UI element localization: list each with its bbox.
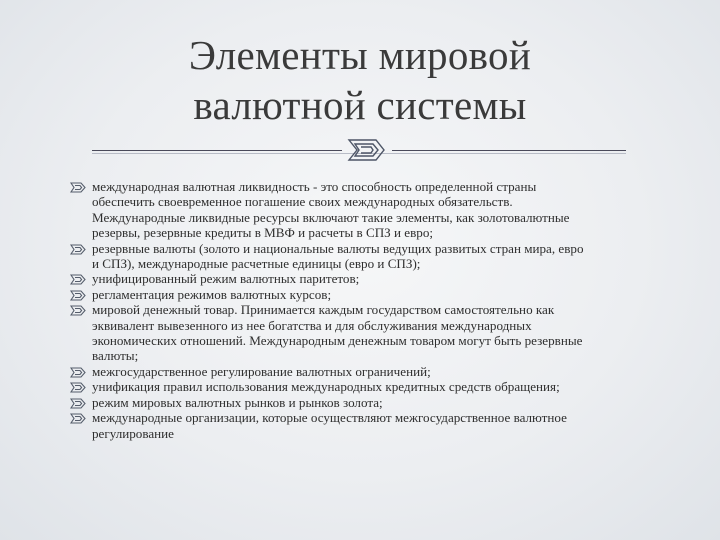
list-item-line: регламентация режимов валютных курсов; [92,286,332,302]
list-item-line: обеспечить своевременное погашение своих международных обязательств. [92,194,513,210]
ribbon-bullet-icon [70,273,86,284]
ribbon-bullet-icon [70,412,86,423]
list-item-line: режим мировых валютных рынков и рынков золота; [92,394,383,410]
list-item-line: Международные ликвидные ресурсы включают такие элементы, как золотовалютные [92,209,570,225]
list-item-line: регулирование [92,425,174,441]
list-item [70,302,670,364]
ribbon-bullet-icon [70,181,86,192]
bullet-list [70,179,670,441]
list-item [70,379,670,394]
ribbon-ornament-icon [346,136,388,164]
list-item-line: эквивалент вывезенного из нее богатства и для обслуживания международных [92,317,532,333]
list-item-line: резервные валюты (золото и национальные валюты ведущих развитых стран мира, евро [92,240,584,256]
list-item-line: международные организации, которые осуществляют межгосударственное валютное [92,410,567,426]
title-line-1: Элементы мировой [188,32,532,78]
ribbon-bullet-icon [70,397,86,408]
title-divider-right [392,150,626,151]
list-item-line: унификация правил использования международных кредитных средств обращения; [92,379,560,395]
list-item-line: и СПЗ), международные расчетные единицы (евро и СПЗ); [92,256,421,272]
list-item-line: мировой денежный товар. Принимается каждым государством самостоятельно как [92,302,555,318]
list-item [70,287,670,302]
ribbon-bullet-icon [70,243,86,254]
list-item-line: экономических отношений. Международным денежным товаром могут быть резервные [92,333,583,349]
ribbon-bullet-icon [70,366,86,377]
ribbon-bullet-icon [70,304,86,315]
ribbon-bullet-icon [70,289,86,300]
list-item [70,410,670,441]
ribbon-bullet-icon [70,381,86,392]
title-line-2: валютной системы [193,82,527,128]
slide-title [120,30,600,130]
list-item-line: резервы, резервные кредиты в МВФ и расчеты в СПЗ и евро; [92,225,434,241]
list-item [70,271,670,286]
list-item [70,364,670,379]
list-item-line: унифицированный режим валютных паритетов; [92,271,360,287]
list-item-line: валюты; [92,348,139,364]
list-item [70,395,670,410]
list-item-line: межгосударственное регулирование валютных ограничений; [92,363,431,379]
title-divider-left [92,150,342,151]
list-item-line: международная валютная ликвидность - это способность определенной страны [92,179,537,194]
list-item [70,241,670,272]
list-item [70,179,670,241]
